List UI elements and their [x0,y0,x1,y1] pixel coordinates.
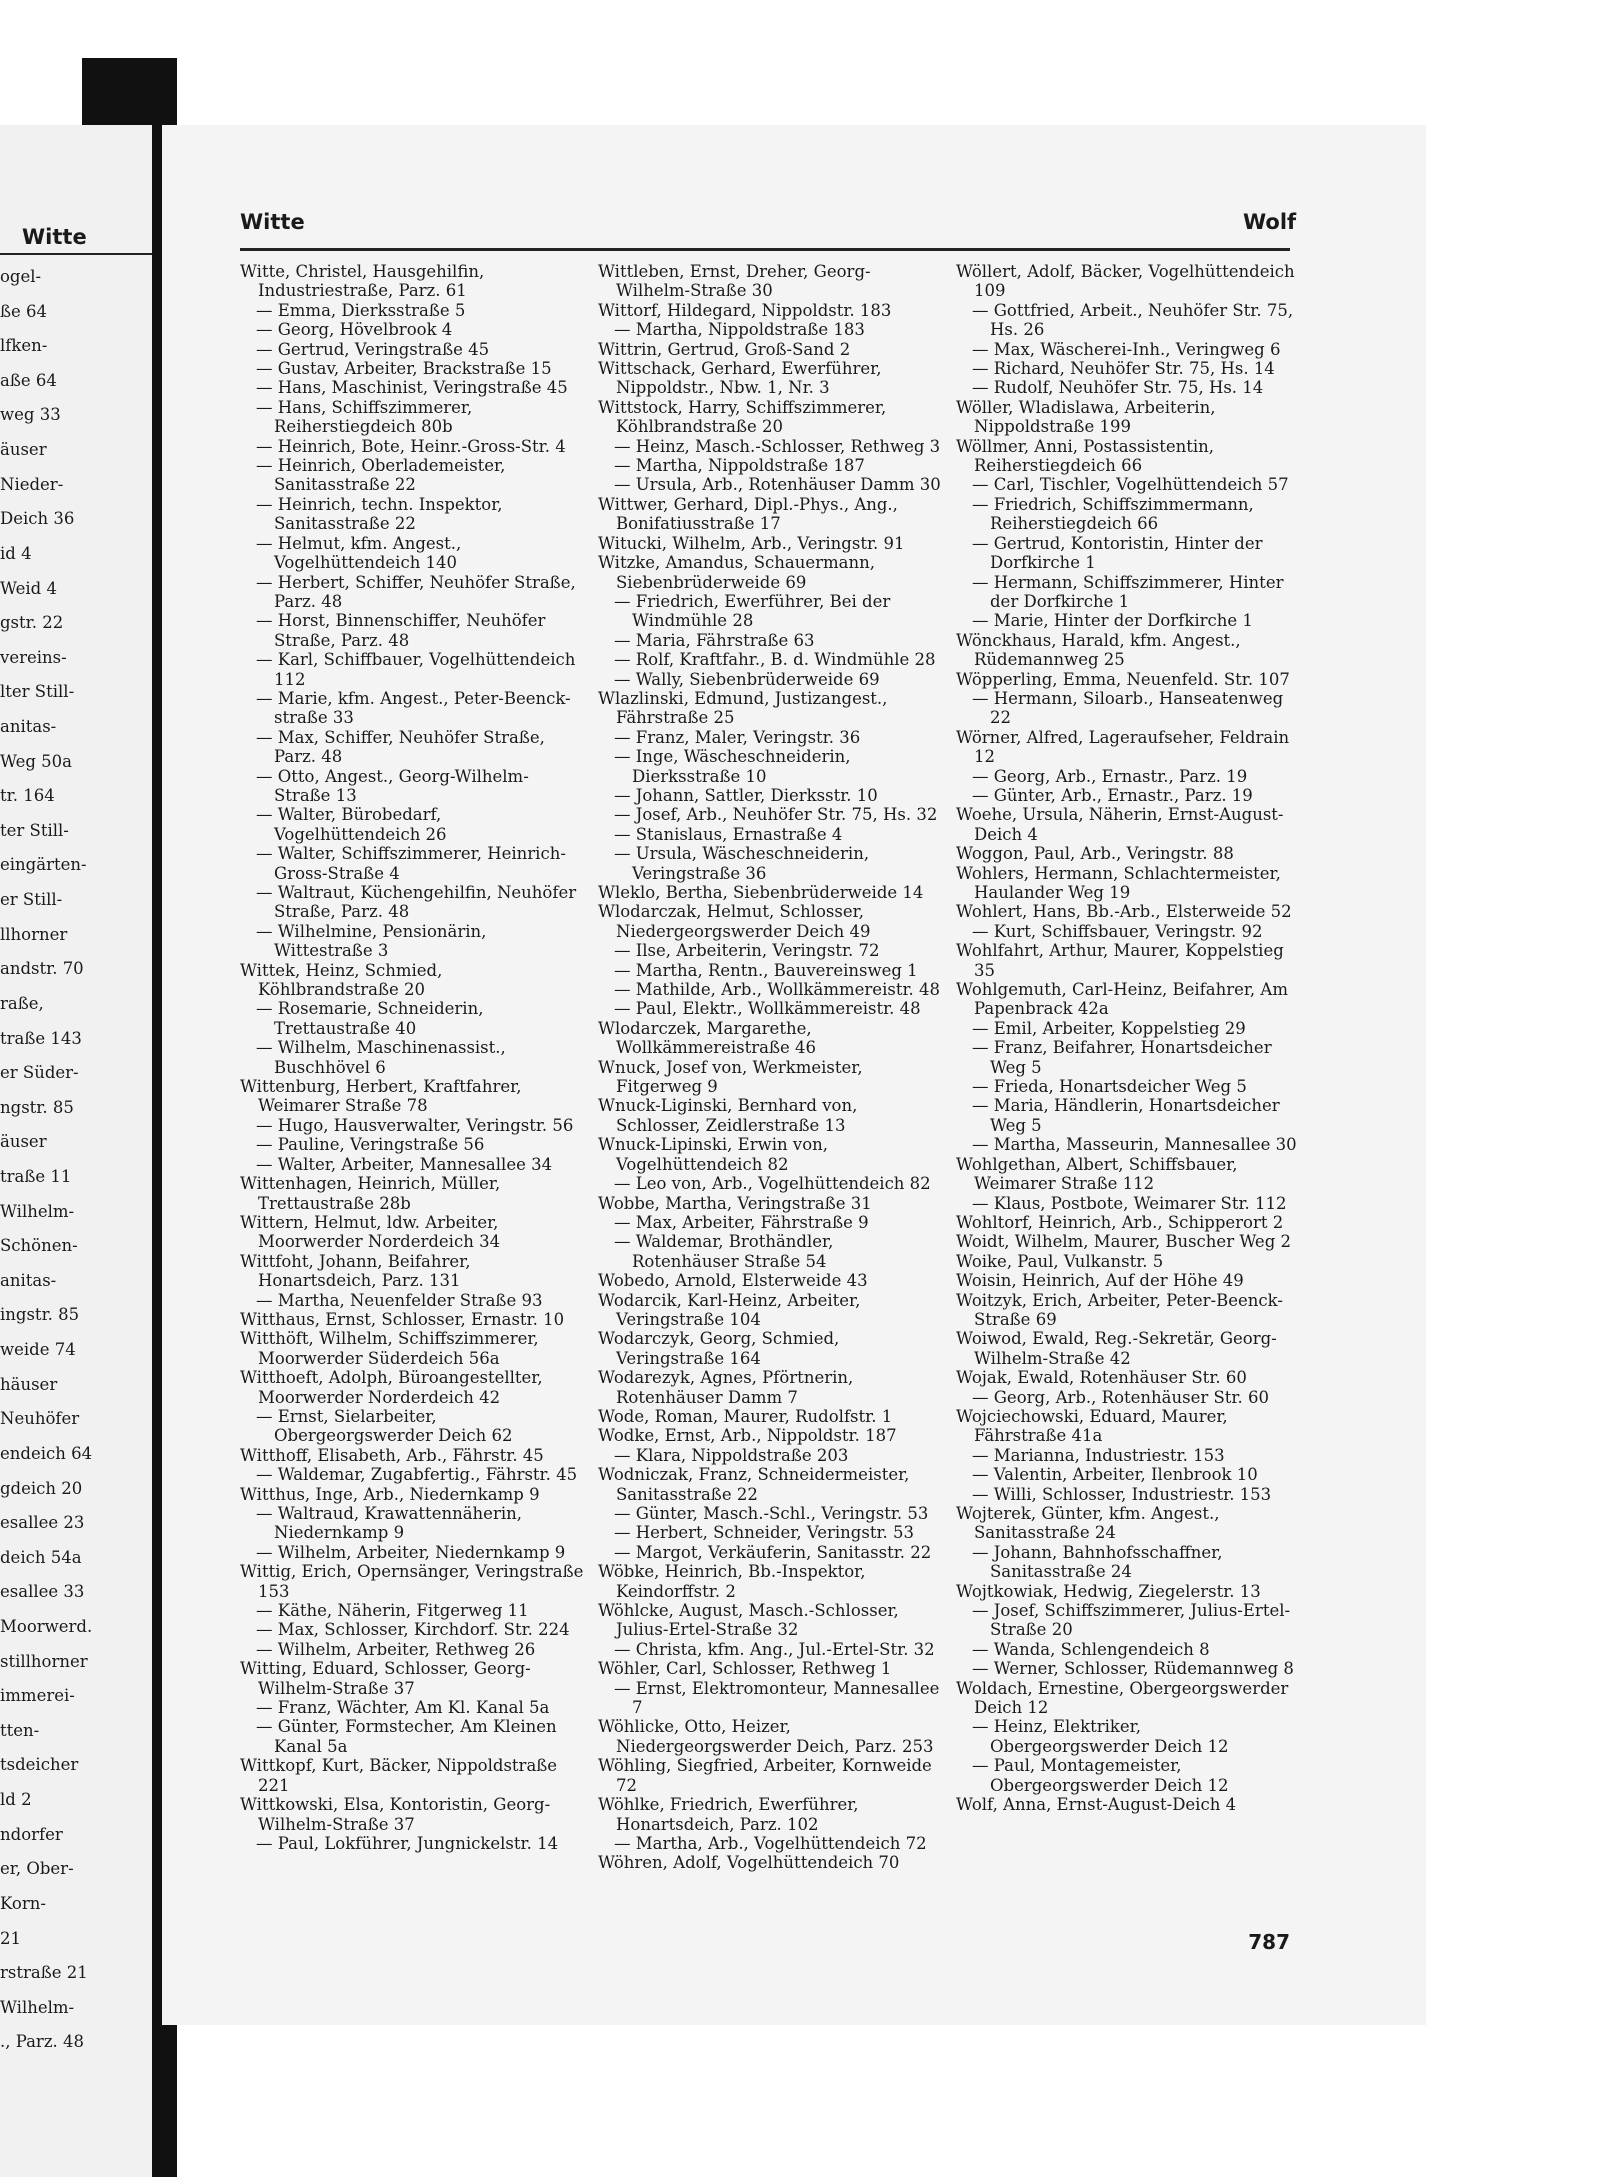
directory-entry: — Willi, Schlosser, Industriestr. 153 [972,1484,1272,1504]
left-page-fragment-line: Moorwerd. [0,1617,93,1636]
directory-entry: — Emil, Arbeiter, Koppelstieg 29 [972,1018,1246,1038]
directory-entry: — Martha, Neuenfelder Straße 93 [256,1290,543,1310]
directory-entry: Woldach, Ernestine, Obergeorgswerder Deich 12 [956,1678,1289,1718]
left-page-fragment-line: rstraße 21 [0,1963,88,1983]
directory-entry: — Gertrud, Kontoristin, Hinter der Dorfkirche 1 [972,533,1263,573]
directory-entry: Witzke, Amandus, Schauermann, Siebenbrüderweide 69 [598,553,875,592]
left-page-fragment-line: id 4 [0,543,32,563]
directory-entry: — Georg, Hövelbrook 4 [256,320,453,340]
directory-entry: Wojciechowski, Eduard, Maurer, Fährstraße 41a [956,1406,1228,1446]
directory-entry: Wöpperling, Emma, Neuenfeld. Str. 107 [956,669,1290,689]
directory-entry: — Friedrich, Schiffszimmermann, Reiherstiegdeich 66 [972,494,1254,534]
directory-entry: Woehe, Ursula, Näherin, Ernst-August-Deich 4 [956,805,1284,844]
running-header-left: Witte [240,210,305,234]
directory-entry: — Hermann, Siloarb., Hanseatenweg 22 [972,688,1284,728]
directory-entry: — Frieda, Honartsdeicher Weg 5 [972,1077,1247,1097]
directory-entry: — Martha, Nippoldstraße 187 [614,456,865,476]
directory-entry: Wohlgethan, Albert, Schiffsbauer, Weimarer Straße 112 [956,1154,1238,1194]
left-page-fragment-line: Nieder- [0,474,64,494]
directory-entry: Wohlers, Hermann, Schlachtermeister, Haulander Weg 19 [956,863,1281,902]
left-page-fragment-line: Weid 4 [0,578,57,598]
left-page-fragment-line: Wilhelm- [0,1997,75,2017]
directory-entry: Wittorf, Hildegard, Nippoldstr. 183 [598,300,892,320]
directory-entry: — Hugo, Hausverwalter, Veringstr. 56 [256,1115,574,1135]
directory-entry: Woike, Paul, Vulkanstr. 5 [956,1251,1164,1271]
left-page-fragment-line: Wilhelm- [0,1201,75,1221]
left-page-fragment [0,125,152,2177]
directory-entry: — Heinrich, techn. Inspektor, Sanitasstraße 22 [256,494,503,534]
directory-entry: — Martha, Rentn., Bauvereinsweg 1 [614,960,918,980]
directory-entry: Wittek, Heinz, Schmied, Köhlbrandstraße 20 [240,960,443,1000]
directory-entry: — Inge, Wäscheschneiderin, Dierksstraße 10 [614,747,851,786]
left-page-fragment-line: Neuhöfer [0,1409,80,1429]
directory-entry: — Franz, Beifahrer, Honartsdeicher Weg 5 [972,1038,1272,1077]
left-page-fragment-line: vereins- [0,647,67,667]
left-page-fragment-line: gstr. 22 [0,613,64,633]
directory-entry: — Wilhelm, Arbeiter, Niedernkamp 9 [256,1542,566,1562]
directory-entry: — Heinz, Elektriker, Obergeorgswerder Deich 12 [972,1717,1229,1756]
left-page-fragment-line: tten- [0,1720,40,1740]
directory-entry: — Marie, Hinter der Dorfkirche 1 [972,611,1253,631]
directory-entry: — Waldemar, Brothändler, Rotenhäuser Straße 54 [614,1232,834,1271]
directory-entry: Woiwod, Ewald, Reg.-Sekretär, Georg-Wilhelm-Straße 42 [956,1329,1277,1368]
left-page-fragment-line: raße, [0,993,44,1013]
directory-entry: — Valentin, Arbeiter, Ilenbrook 10 [972,1465,1258,1485]
left-page-fragment-line: ße 64 [0,301,48,321]
directory-entry: — Marianna, Industriestr. 153 [972,1445,1225,1465]
directory-entry: Wörner, Alfred, Lageraufseher, Feldrain 12 [956,727,1290,767]
directory-entry: — Paul, Lokführer, Jungnickelstr. 14 [256,1833,559,1853]
directory-entry: — Marie, kfm. Angest., Peter-Beenck-straße 33 [256,688,571,728]
directory-entry: Wohlert, Hans, Bb.-Arb., Elsterweide 52 [956,902,1292,922]
directory-entry: Wöller, Wladislawa, Arbeiterin, Nippoldstraße 199 [956,397,1216,437]
directory-entry: — Walter, Schiffszimmerer, Heinrich-Gross-Straße 4 [256,844,566,883]
directory-entry: — Paul, Elektr., Wollkämmereistr. 48 [614,999,921,1019]
directory-entry: Wodarczyk, Georg, Schmied, Veringstraße 164 [598,1329,840,1368]
directory-entry: Wodke, Ernst, Arb., Nippoldstr. 187 [598,1426,897,1446]
left-page-fragment-line: ., Parz. 48 [0,2032,84,2052]
directory-entry: — Gertrud, Veringstraße 45 [256,339,490,359]
directory-entry: Witting, Eduard, Schlosser, Georg-Wilhelm-Straße 37 [240,1659,531,1698]
directory-entry: Wöhren, Adolf, Vogelhüttendeich 70 [598,1853,900,1873]
directory-entry: — Walter, Bürobedarf, Vogelhüttendeich 26 [256,805,447,844]
left-page-fragment-line: er, Ober- [0,1859,74,1879]
left-page-fragment-line: immerei- [0,1686,75,1706]
left-page-fragment-line: ngstr. 85 [0,1097,74,1117]
left-header-rule [0,253,152,255]
left-page-fragment-line: Weg 50a [0,751,73,771]
directory-entry: — Hans, Maschinist, Veringstraße 45 [256,378,568,398]
directory-entry: Witthoeft, Adolph, Büroangestellter, Moorwerder Norderdeich 42 [240,1368,543,1407]
directory-entry: Witthus, Inge, Arb., Niedernkamp 9 [240,1484,540,1504]
directory-entry: — Max, Wäscherei-Inh., Veringweg 6 [972,339,1281,359]
directory-entry: — Georg, Arb., Ernastr., Parz. 19 [972,766,1248,786]
directory-entry: Wodarcik, Karl-Heinz, Arbeiter, Veringstraße 104 [598,1290,861,1329]
directory-entry: — Günter, Masch.-Schl., Veringstr. 53 [614,1504,929,1523]
directory-entry: Wode, Roman, Maurer, Rudolfstr. 1 [598,1406,893,1426]
left-page-fragment-line: eingärten- [0,855,87,875]
left-page-fragment-line: deich 54a [0,1547,82,1567]
left-page-fragment-line: Schönen- [0,1236,78,1256]
directory-entry: — Waldemar, Zugabfertig., Fährstr. 45 [256,1465,578,1485]
directory-entry: — Martha, Arb., Vogelhüttendeich 72 [614,1833,927,1853]
directory-entry: — Pauline, Veringstraße 56 [256,1135,485,1155]
directory-entry: — Gottfried, Arbeit., Neuhöfer Str. 75, Hs. 26 [972,300,1294,340]
left-page-fragment-line: weide 74 [0,1340,76,1360]
directory-entry: Wittenhagen, Heinrich, Müller, Trettaustraße 28b [240,1174,501,1213]
directory-entry: Wittenburg, Herbert, Kraftfahrer, Weimarer Straße 78 [240,1077,522,1116]
directory-entry: — Josef, Schiffszimmerer, Julius-Ertel-Straße 20 [972,1601,1291,1640]
left-page-fragment-line: ingstr. 85 [0,1305,80,1325]
directory-entry: — Franz, Wächter, Am Kl. Kanal 5a [256,1698,550,1718]
directory-entry: — Heinrich, Oberlademeister, Sanitasstraße 22 [256,456,506,495]
directory-entry: — Leo von, Arb., Vogelhüttendeich 82 [614,1174,931,1194]
directory-entry: Wodniczak, Franz, Schneidermeister, Sanitasstraße 22 [598,1465,910,1504]
directory-entry: — Käthe, Näherin, Fitgerweg 11 [256,1601,529,1621]
directory-entry: — Paul, Montagemeister, Obergeorgswerder Deich 12 [972,1756,1229,1795]
left-page-fragment-line: endeich 64 [0,1443,93,1463]
directory-entry: Wittfoht, Johann, Beifahrer, Honartsdeich, Parz. 131 [240,1251,471,1291]
directory-entry: — Hermann, Schiffszimmerer, Hinter der Dorfkirche 1 [972,572,1284,611]
directory-entry: — Waltraut, Küchengehilfin, Neuhöfer Straße, Parz. 48 [256,883,577,922]
directory-entry: Wittkopf, Kurt, Bäcker, Nippoldstraße 221 [240,1756,558,1795]
directory-entry: — Rudolf, Neuhöfer Str. 75, Hs. 14 [972,378,1264,398]
directory-entry: Wlazlinski, Edmund, Justizangest., Fährstraße 25 [598,688,888,728]
left-page-fragment-line: anitas- [0,717,57,736]
directory-entry: — Martha, Nippoldstraße 183 [614,320,865,340]
directory-entry: — Otto, Angest., Georg-Wilhelm-Straße 13 [256,766,529,805]
directory-entry: — Wally, Siebenbrüderweide 69 [614,669,880,689]
directory-entry: — Max, Schiffer, Neuhöfer Straße, Parz. 48 [256,727,545,767]
directory-entry: — Johann, Bahnhofsschaffner, Sanitasstraße 24 [972,1542,1223,1582]
directory-entry: — Friedrich, Ewerführer, Bei der Windmühle 28 [614,591,891,631]
left-page-fragment-line: ogel- [0,267,42,286]
directory-entry: Wittstock, Harry, Schiffszimmerer, Köhlbrandstraße 20 [598,397,887,437]
directory-entry: — Maria, Fährstraße 63 [614,630,815,650]
directory-entry: — Christa, kfm. Ang., Jul.-Ertel-Str. 32 [614,1639,935,1659]
directory-entry: — Günter, Formstecher, Am Kleinen Kanal 5a [256,1717,557,1756]
directory-entry: — Carl, Tischler, Vogelhüttendeich 57 [972,475,1289,495]
directory-entry: Wobedo, Arnold, Elsterweide 43 [598,1271,868,1291]
directory-entry: — Klara, Nippoldstraße 203 [614,1445,849,1465]
directory-entry: — Wilhelm, Maschinenassist., Buschhövel 6 [256,1038,506,1077]
left-page-fragment-line: esallee 33 [0,1582,85,1602]
directory-entry: Wöllert, Adolf, Bäcker, Vogelhüttendeich 109 [956,262,1295,301]
left-page-fragment-line: lter Still- [0,682,75,702]
directory-entry: Woggon, Paul, Arb., Veringstr. 88 [956,844,1234,864]
directory-entry: Wohlgemuth, Carl-Heinz, Beifahrer, Am Papenbrack 42a [956,980,1288,1019]
directory-entry: — Waltraud, Krawattennäherin, Niedernkamp 9 [256,1504,522,1543]
directory-entry: Wöhlke, Friedrich, Ewerführer, Honartsdeich, Parz. 102 [598,1795,859,1834]
directory-entry: — Kurt, Schiffsbauer, Veringstr. 92 [972,921,1263,941]
directory-entry: — Ursula, Arb., Rotenhäuser Damm 30 [614,475,941,495]
directory-entry: Witthöft, Wilhelm, Schiffszimmerer, Moorwerder Süderdeich 56a [240,1329,539,1368]
header-rule [240,248,1290,251]
left-page-fragment-line: gdeich 20 [0,1478,83,1498]
directory-entry: — Franz, Maler, Veringstr. 36 [614,727,861,747]
left-page-fragment-line: stillhorner [0,1651,88,1671]
directory-entry: — Georg, Arb., Rotenhäuser Str. 60 [972,1387,1269,1407]
directory-entry: Wohlfahrt, Arthur, Maurer, Koppelstieg 35 [956,941,1284,980]
directory-entry: Wittleben, Ernst, Dreher, Georg-Wilhelm-Straße 30 [598,262,871,301]
directory-entry: Wodarezyk, Agnes, Pförtnerin, Rotenhäuser Damm 7 [598,1368,854,1407]
directory-entry: Wojtkowiak, Hedwig, Ziegelerstr. 13 [956,1581,1261,1601]
directory-column-1 [240,262,585,1853]
directory-entry: Wöhler, Carl, Schlosser, Rethweg 1 [598,1659,892,1679]
directory-entry: Witucki, Wilhelm, Arb., Veringstr. 91 [598,533,905,553]
directory-entry: — Wanda, Schlengendeich 8 [972,1639,1210,1659]
directory-column-3 [956,262,1301,1815]
left-page-fragment-line: ndorfer [0,1824,63,1844]
directory-entry: Wöhling, Siegfried, Arbeiter, Kornweide 72 [598,1756,932,1795]
left-page-fragment-line: ter Still- [0,820,69,840]
directory-entry: Wolf, Anna, Ernst-August-Deich 4 [956,1795,1237,1815]
directory-entry: — Karl, Schiffbauer, Vogelhüttendeich 112 [256,650,576,689]
directory-entry: — Ernst, Elektromonteur, Mannesallee 7 [614,1678,940,1718]
directory-entry: Wlodarczek, Margarethe, Wollkämmereistraße 46 [598,1018,816,1058]
directory-entry: — Heinrich, Bote, Heinr.-Gross-Str. 4 [256,436,566,456]
directory-entry: Witthaus, Ernst, Schlosser, Ernastr. 10 [240,1309,565,1329]
directory-entry: Witte, Christel, Hausgehilfin, Industriestraße, Parz. 61 [240,262,485,301]
directory-entry: — Herbert, Schiffer, Neuhöfer Straße, Parz. 48 [256,572,576,611]
directory-entry: Wnuck, Josef von, Werkmeister, Fitgerweg 9 [598,1057,863,1097]
directory-entry: — Rosemarie, Schneiderin, Trettaustraße 40 [256,999,484,1038]
directory-entry: Woisin, Heinrich, Auf der Höhe 49 [956,1271,1244,1291]
directory-entry: — Margot, Verkäuferin, Sanitasstr. 22 [614,1542,932,1562]
directory-entry: — Stanislaus, Ernastraße 4 [614,824,843,844]
directory-entry: — Ernst, Sielarbeiter, Obergeorgswerder Deich 62 [256,1406,513,1446]
directory-entry: — Mathilde, Arb., Wollkämmereistr. 48 [614,980,941,1000]
directory-entry: — Günter, Arb., Ernastr., Parz. 19 [972,785,1253,805]
page-number: 787 [1248,1930,1290,1954]
directory-entry: — Helmut, kfm. Angest., Vogelhüttendeich 140 [256,533,462,573]
directory-entry: — Klaus, Postbote, Weimarer Str. 112 [972,1193,1287,1213]
left-page-fragment-line: llhorner [0,924,68,944]
directory-entry: Wnuck-Lipinski, Erwin von, Vogelhüttendeich 82 [598,1135,829,1174]
directory-entry: — Max, Arbeiter, Fährstraße 9 [614,1212,869,1232]
directory-entry: Woidt, Wilhelm, Maurer, Buscher Weg 2 [956,1232,1292,1252]
left-page-fragment-line: er Still- [0,890,63,910]
directory-entry: Wöhlicke, Otto, Heizer, Niedergeorgswerder Deich, Parz. 253 [598,1717,934,1756]
left-page-fragment-line: Deich 36 [0,509,75,529]
directory-entry: — Horst, Binnenschiffer, Neuhöfer Straße, Parz. 48 [256,611,546,650]
directory-entry: — Hans, Schiffszimmerer, Reiherstiegdeich 80b [256,397,473,437]
directory-entry: Wojak, Ewald, Rotenhäuser Str. 60 [956,1368,1247,1388]
left-page-fragment-line: äuser [0,440,47,460]
left-page-fragment-line: traße 11 [0,1167,72,1186]
directory-entry: Wlodarczak, Helmut, Schlosser, Niedergeorgswerder Deich 49 [598,902,871,941]
directory-entry: Woitzyk, Erich, Arbeiter, Peter-Beenck-Straße 69 [956,1290,1283,1329]
directory-entry: — Rolf, Kraftfahr., B. d. Windmühle 28 [614,650,936,670]
left-page-fragment-line: er Süder- [0,1063,79,1083]
directory-entry: Wittrin, Gertrud, Groß-Sand 2 [598,339,851,359]
left-page-fragment-line: tr. 164 [0,786,55,806]
directory-entry: Wojterek, Günter, kfm. Angest., Sanitasstraße 24 [956,1504,1220,1543]
directory-entry: — Werner, Schlosser, Rüdemannweg 8 [972,1659,1294,1679]
directory-entry: — Walter, Arbeiter, Mannesallee 34 [256,1154,553,1174]
directory-entry: — Gustav, Arbeiter, Brackstraße 15 [256,359,552,379]
directory-entry: — Emma, Dierksstraße 5 [256,300,466,320]
left-running-header: Witte [22,225,87,249]
directory-column-2 [598,262,943,1873]
directory-entry: Wleklo, Bertha, Siebenbrüderweide 14 [598,883,924,902]
directory-entry: — Ilse, Arbeiterin, Veringstr. 72 [614,941,880,961]
directory-entry: — Wilhelm, Arbeiter, Rethweg 26 [256,1639,536,1659]
directory-entry: Wöbke, Heinrich, Bb.-Inspektor, Keindorffstr. 2 [598,1562,866,1601]
directory-entry: Wittwer, Gerhard, Dipl.-Phys., Ang., Bonifatiusstraße 17 [598,494,898,534]
directory-entry: — Max, Schlosser, Kirchdorf. Str. 224 [256,1620,570,1640]
directory-entry: — Heinz, Masch.-Schlosser, Rethweg 3 [614,436,941,456]
left-page-fragment-line: weg 33 [0,405,61,425]
left-page-fragment-line: Korn- [0,1893,46,1913]
directory-entry: — Martha, Masseurin, Mannesallee 30 [972,1135,1297,1155]
left-page-fragment-line: esallee 23 [0,1513,85,1533]
running-header-right: Wolf [1243,210,1297,234]
directory-entry: Wohltorf, Heinrich, Arb., Schipperort 2 [956,1212,1284,1232]
left-page-fragment-line: 21 [0,1928,21,1948]
left-page-fragment-line: anitas- [0,1270,57,1290]
left-page-fragment-line: häuser [0,1374,58,1394]
directory-entry: Wittig, Erich, Opernsänger, Veringstraße 153 [240,1562,584,1601]
directory-entry: — Ursula, Wäscheschneiderin, Veringstraße 36 [614,844,870,883]
left-page-fragment-line: äuser [0,1132,47,1152]
left-page-fragment-line: andstr. 70 [0,959,84,979]
directory-entry: Wönckhaus, Harald, kfm. Angest., Rüdemannweg 25 [956,630,1241,670]
left-page-fragment-line: tsdeicher [0,1755,79,1775]
directory-entry: Wobbe, Martha, Veringstraße 31 [598,1193,872,1213]
directory-entry: Witthoff, Elisabeth, Arb., Fährstr. 45 [240,1445,544,1465]
directory-entry: — Maria, Händlerin, Honartsdeicher Weg 5 [972,1096,1280,1135]
directory-entry: Wittern, Helmut, ldw. Arbeiter, Moorwerder Norderdeich 34 [240,1212,501,1252]
directory-entry: — Herbert, Schneider, Veringstr. 53 [614,1523,915,1543]
directory-entry: Wöhlcke, August, Masch.-Schlosser, Julius-Ertel-Straße 32 [598,1601,899,1640]
left-page-fragment-line: aße 64 [0,370,57,390]
directory-entry: Wittschack, Gerhard, Ewerführer, Nippoldstr., Nbw. 1, Nr. 3 [598,359,882,398]
directory-entry: Wittkowski, Elsa, Kontoristin, Georg-Wilhelm-Straße 37 [240,1795,551,1834]
left-page-fragment-line: ld 2 [0,1790,32,1810]
directory-entry: — Josef, Arb., Neuhöfer Str. 75, Hs. 32 [614,805,938,825]
directory-entry: — Richard, Neuhöfer Str. 75, Hs. 14 [972,359,1275,379]
left-page-fragment-line: lfken- [0,336,48,356]
left-page-fragment-line: traße 143 [0,1028,82,1048]
directory-entry: — Wilhelmine, Pensionärin, Wittestraße 3 [256,921,487,961]
directory-entry: Wnuck-Liginski, Bernhard von, Schlosser, Zeidlerstraße 13 [598,1096,858,1135]
directory-entry: Wöllmer, Anni, Postassistentin, Reiherstiegdeich 66 [956,436,1215,476]
directory-entry: — Johann, Sattler, Dierksstr. 10 [614,785,878,805]
